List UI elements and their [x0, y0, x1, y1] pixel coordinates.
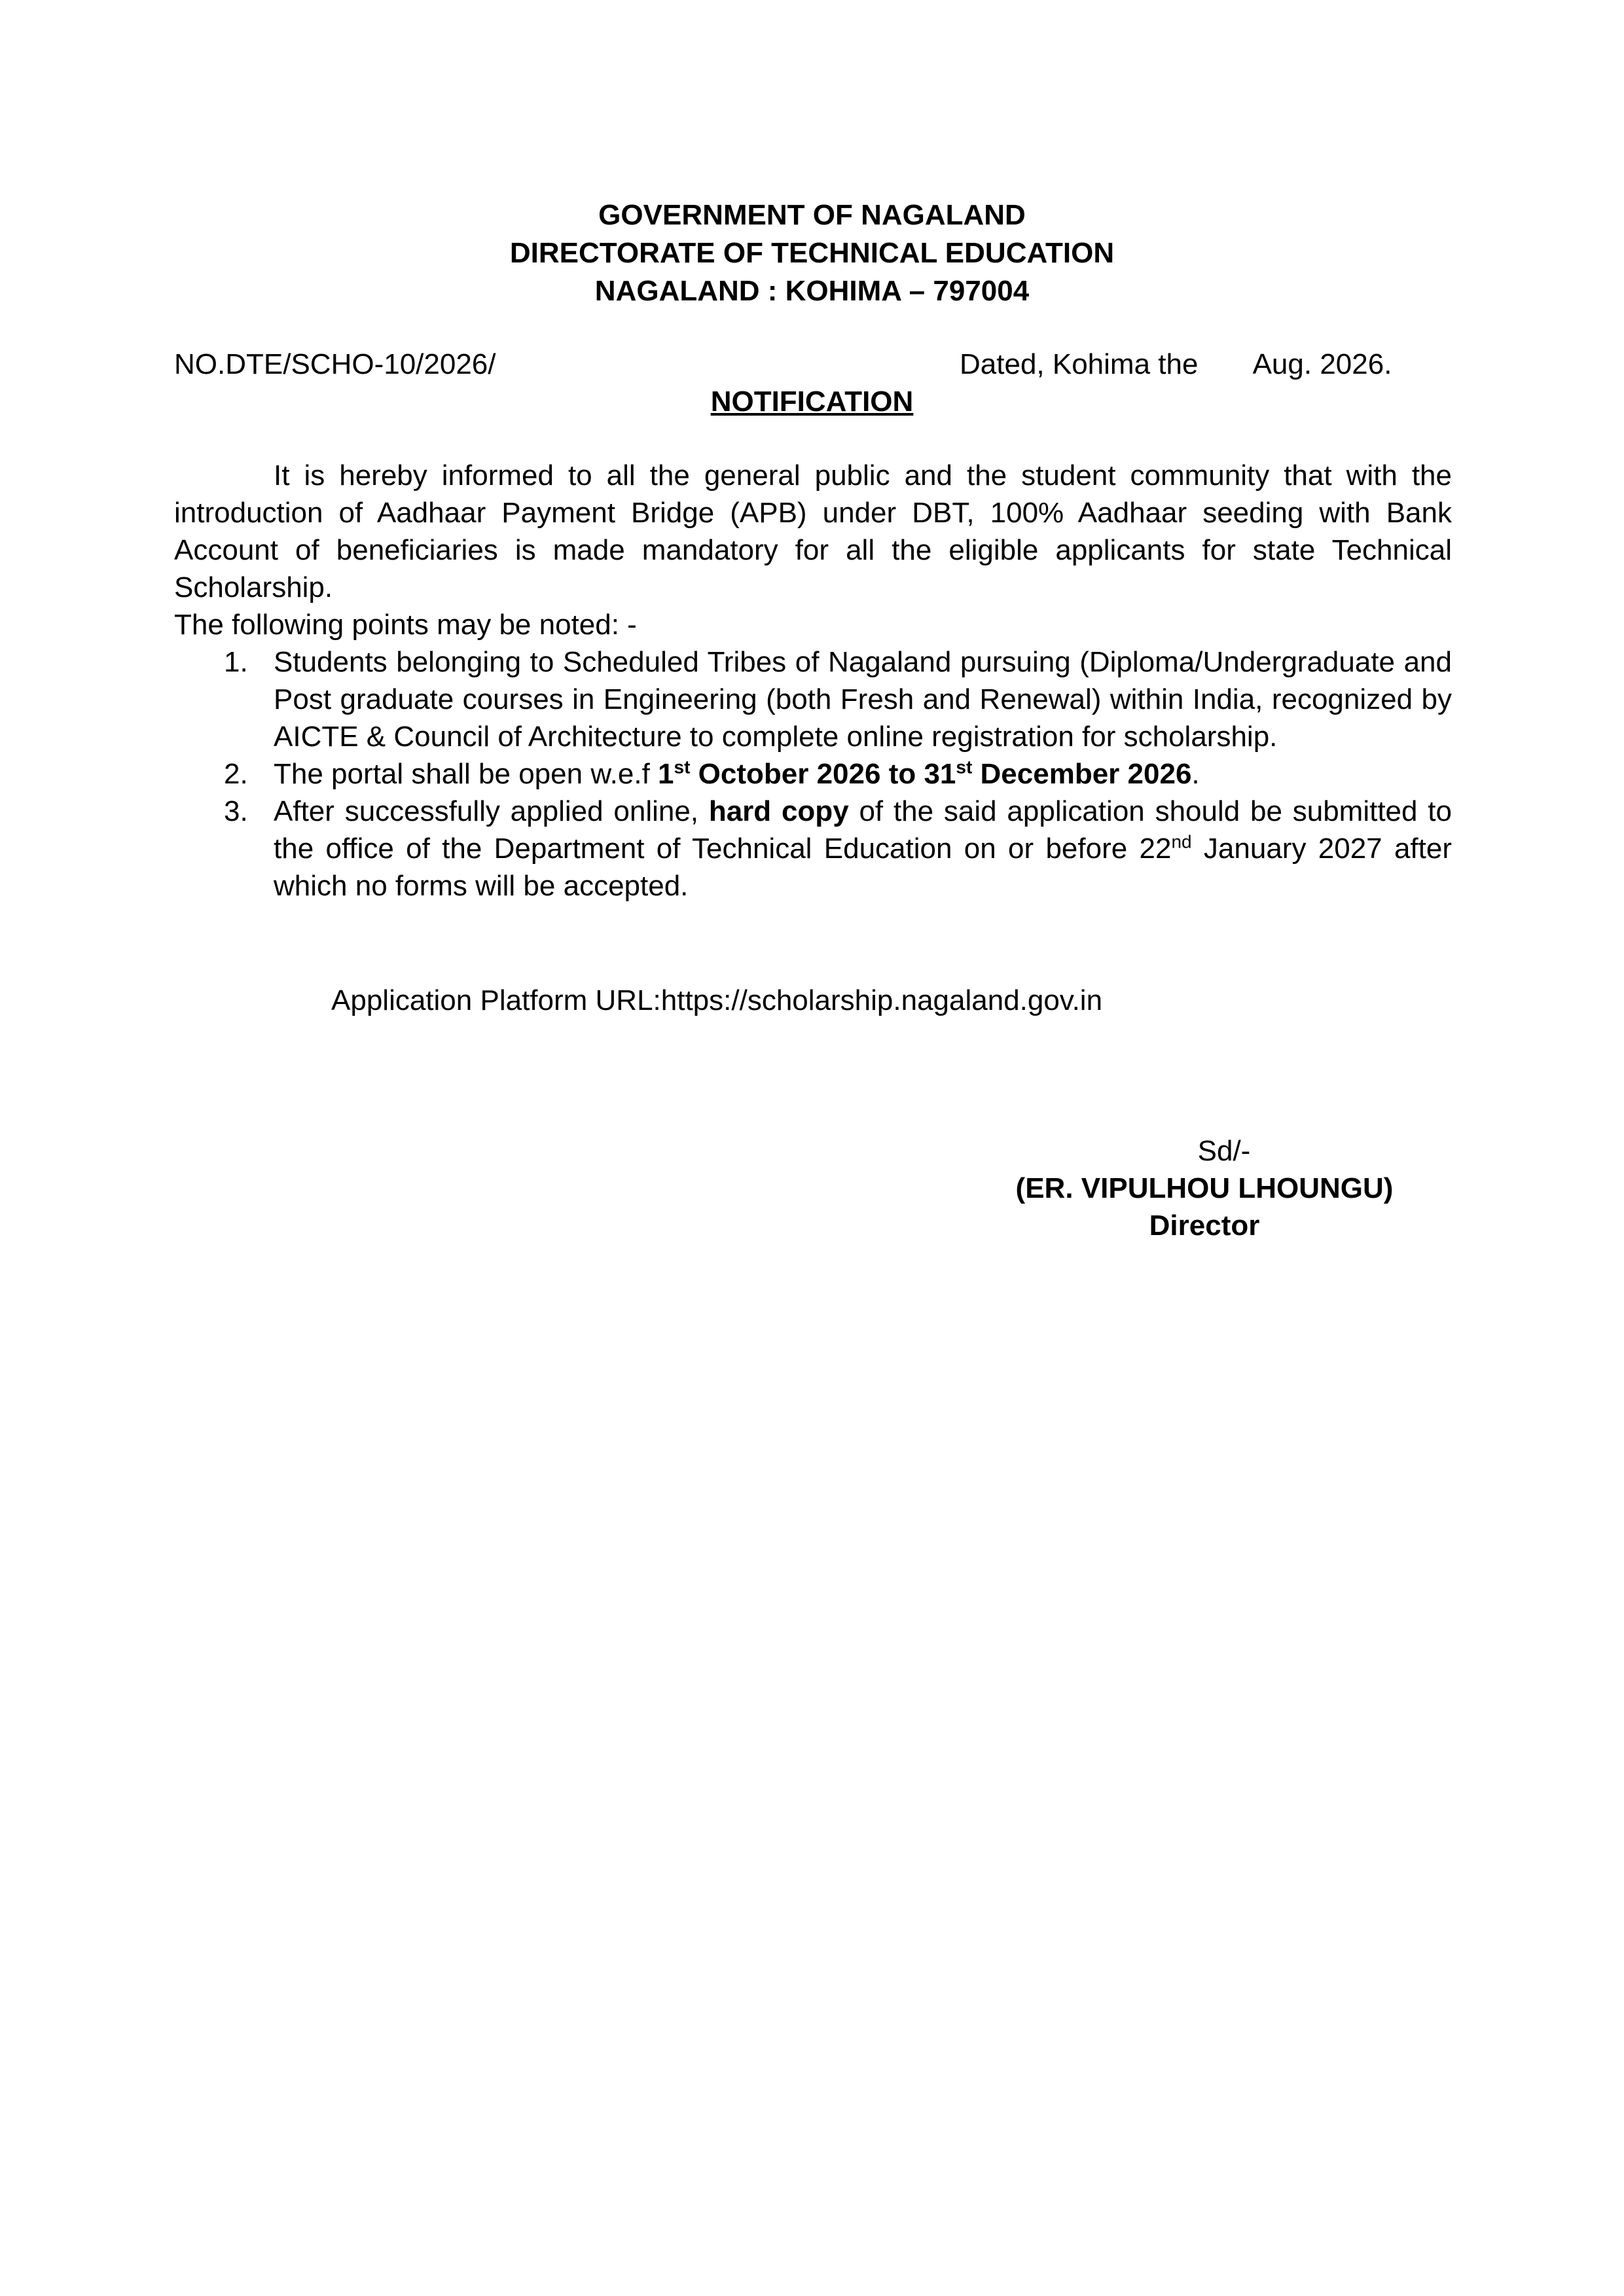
- portal-dates: [658, 758, 1191, 790]
- letterhead-directorate: DIRECTORATE OF TECHNICAL EDUCATION: [509, 237, 1115, 269]
- point-text-pre: The portal shall be open w.e.f: [274, 758, 659, 790]
- signed-mark: Sd/-: [1197, 1135, 1251, 1167]
- signature-block: [1001, 1132, 1407, 1244]
- signatory-designation: Director: [1149, 1210, 1260, 1242]
- notification-body: [174, 457, 1452, 905]
- point-number: 3.: [224, 795, 248, 827]
- deadline-day-suffix: nd: [1171, 831, 1192, 852]
- reference-number: NO.DTE/SCHO-10/2026/: [174, 348, 496, 380]
- point-text: Students belonging to Scheduled Tribes of Nagaland pursuing (Diploma/Undergraduate and Post graduate courses in Engineering (both Fresh and Renewal) within India, recognized by AICTE & Council of Architecture to complete online registration for scholarship.: [274, 646, 1452, 753]
- points-intro: The following points may be noted: -: [174, 609, 637, 641]
- letterhead: [0, 196, 1624, 310]
- intro-paragraph: It is hereby informed to all the general public and the student community that with the introduction of Aadhaar Payment Bridge (APB) under DBT, 100% Aadhaar seeding with Bank Account of beneficiaries is made mandatory for all the eligible applicants for state Technical Scholarship.: [174, 459, 1452, 603]
- point-text-post: January 2027 after which no forms will be accepted.: [274, 833, 1452, 902]
- portal-end-month: December 2026: [972, 758, 1192, 790]
- list-item: [174, 755, 1452, 793]
- portal-date-range: October 2026 to 31: [690, 758, 956, 790]
- notification-title: NOTIFICATION: [710, 386, 914, 418]
- point-number: 2.: [224, 758, 248, 790]
- list-item: [174, 643, 1452, 755]
- portal-start-day-suffix: st: [674, 757, 691, 778]
- reference-row: [174, 346, 1418, 385]
- list-item: [174, 793, 1452, 905]
- point-text-pre: After successfully applied online,: [274, 795, 709, 827]
- portal-start-day: 1: [658, 758, 674, 790]
- application-url-line: Application Platform URL:https://scholarship.nagaland.gov.in: [331, 984, 1103, 1016]
- point-text-mid: of the said application should be submitted to the office of the Department of Technical Education on or before 22: [274, 795, 1452, 865]
- points-list: [174, 643, 1452, 905]
- signatory-name: (ER. VIPULHOU LHOUNGU): [1015, 1172, 1394, 1204]
- point-text-end: .: [1191, 758, 1200, 790]
- point-number: 1.: [224, 646, 248, 678]
- letterhead-address: NAGALAND : KOHIMA – 797004: [594, 275, 1030, 307]
- letterhead-government: GOVERNMENT OF NAGALAND: [598, 199, 1026, 231]
- portal-end-day-suffix: st: [956, 757, 973, 778]
- hard-copy-emphasis: hard copy: [708, 795, 849, 827]
- date-line: Dated, Kohima the Aug. 2026.: [960, 348, 1392, 380]
